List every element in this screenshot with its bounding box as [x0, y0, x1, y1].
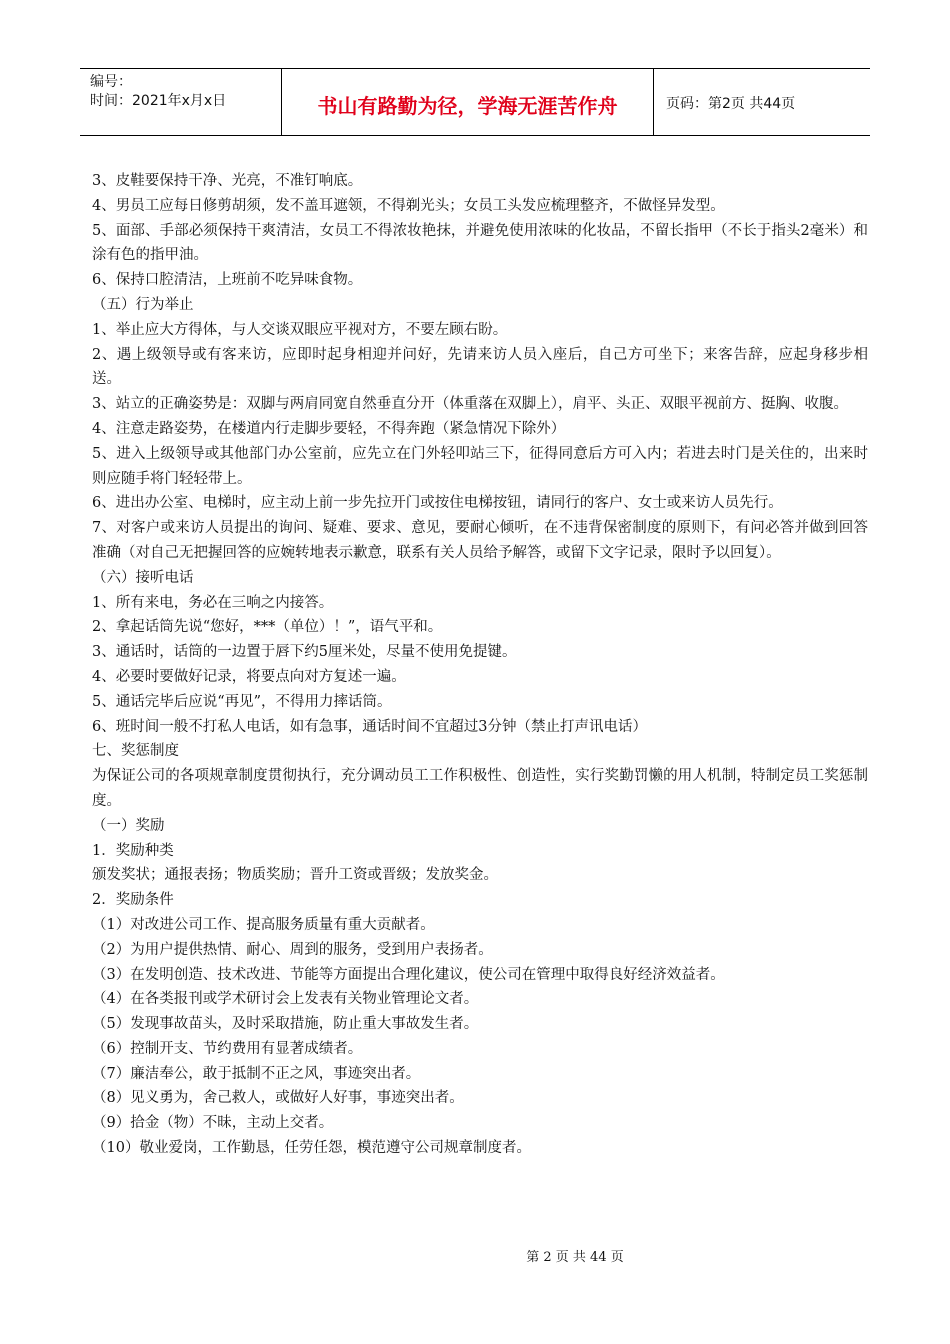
- subsection-heading: 2．奖励条件: [92, 892, 174, 909]
- header-page-info: 页码：第2页 共44页: [666, 96, 796, 112]
- list-item: （5）发现事故苗头，及时采取措施，防止重大事故发生者。: [92, 1016, 479, 1033]
- body-line: 4、男员工应每日修剪胡须，发不盖耳遮领，不得剃光头；女员工头发应梳理整齐，不做怪异发型。: [92, 197, 725, 214]
- header-meta: [80, 69, 282, 135]
- list-item: （10）敬业爱岗，工作勤恳，任劳任怨，模范遵守公司规章制度者。: [92, 1140, 531, 1157]
- body-line: 为保证公司的各项规章制度贯彻执行，充分调动员工工作积极性、创造性，实行奖勤罚懒的用人机制，特制定员工奖惩制度。: [92, 768, 868, 809]
- list-item: （3）在发明创造、技术改进、节能等方面提出合理化建议，使公司在管理中取得良好经济效益者。: [92, 966, 725, 983]
- body-line: 2、拿起话筒先说“您好，***（单位）！”，语气平和。: [92, 619, 443, 636]
- body-line: 3、皮鞋要保持干净、光亮，不准钉响底。: [92, 173, 363, 189]
- section-heading: （六）接听电话: [92, 569, 194, 586]
- section-heading: （五）行为举止: [92, 296, 194, 313]
- list-item: （1）对改进公司工作、提高服务质量有重大贡献者。: [92, 916, 435, 933]
- document-body: [92, 169, 868, 1161]
- document-date-label: 时间：2021年x月x日: [90, 93, 227, 109]
- header-motto: 书山有路勤为径，学海无涯苦作舟: [282, 69, 654, 135]
- subsection-heading: 1．奖励种类: [92, 842, 174, 859]
- body-line: 颁发奖状；通报表扬；物质奖励；晋升工资或晋级；发放奖金。: [92, 867, 498, 884]
- body-line: 1、所有来电，务必在三响之内接答。: [92, 594, 334, 611]
- list-item: （2）为用户提供热情、耐心、周到的服务，受到用户表扬者。: [92, 941, 493, 958]
- section-heading: （一）奖励: [92, 817, 165, 834]
- chapter-heading: 七、奖惩制度: [92, 743, 179, 760]
- body-line: 6、进出办公室、电梯时，应主动上前一步先拉开门或按住电梯按钮，请同行的客户、女士或来访人员先行。: [92, 495, 783, 512]
- body-line: 5、通话完毕后应说“再见”，不得用力摔话筒。: [92, 693, 392, 710]
- list-item: （8）见义勇为，舍己救人，或做好人好事，事迹突出者。: [92, 1090, 464, 1107]
- list-item: （6）控制开支、节约费用有显著成绩者。: [92, 1040, 363, 1057]
- page-footer: 第 2 页 共 44 页: [526, 1250, 624, 1265]
- list-item: （9）拾金（物）不昧，主动上交者。: [92, 1115, 334, 1132]
- body-line: 1、举止应大方得体，与人交谈双眼应平视对方，不要左顾右盼。: [92, 321, 508, 338]
- body-line: 4、必要时要做好记录，将要点向对方复述一遍。: [92, 668, 406, 685]
- body-line: 6、班时间一般不打私人电话，如有急事，通话时间不宜超过3分钟（禁止打声讯电话）: [92, 718, 647, 735]
- body-line: 7、对客户或来访人员提出的询问、疑难、要求、意见，要耐心倾听，在不违背保密制度的原则下，有问必答并做到回答准确（对自己无把握回答的应婉转地表示歉意，联系有关人员给予解答，或留下文字记录，限时予以回复）。: [92, 520, 868, 561]
- list-item: （4）在各类报刊或学术研讨会上发表有关物业管理论文者。: [92, 991, 479, 1008]
- body-line: 2、遇上级领导或有客来访，应即时起身相迎并问好，先请来访人员入座后，自己方可坐下；来客告辞，应起身移步相送。: [92, 346, 868, 388]
- document-number-label: 编号：: [90, 74, 132, 90]
- body-line: 5、进入上级领导或其他部门办公室前，应先立在门外轻叩站三下，征得同意后方可入内；若进去时门是关住的，出来时则应随手将门轻轻带上。: [92, 445, 868, 487]
- body-line: 3、通话时，话筒的一边置于唇下约5厘米处，尽量不使用免提键。: [92, 644, 517, 661]
- body-line: 5、面部、手部必须保持干爽清洁，女员工不得浓妆艳抹，并避免使用浓味的化妆品，不留长指甲（不长于指头2毫米）和涂有色的指甲油。: [92, 222, 868, 264]
- page-header: [80, 68, 870, 136]
- body-line: 6、保持口腔清洁，上班前不吃异味食物。: [92, 272, 363, 289]
- list-item: （7）廉洁奉公，敢于抵制不正之风，事迹突出者。: [92, 1065, 421, 1082]
- body-line: 3、站立的正确姿势是：双脚与两肩同宽自然垂直分开（体重落在双脚上），肩平、头正、双眼平视前方、挺胸、收腹。: [92, 396, 848, 413]
- body-line: 4、注意走路姿势，在楼道内行走脚步要轻，不得奔跑（紧急情况下除外）: [92, 420, 566, 437]
